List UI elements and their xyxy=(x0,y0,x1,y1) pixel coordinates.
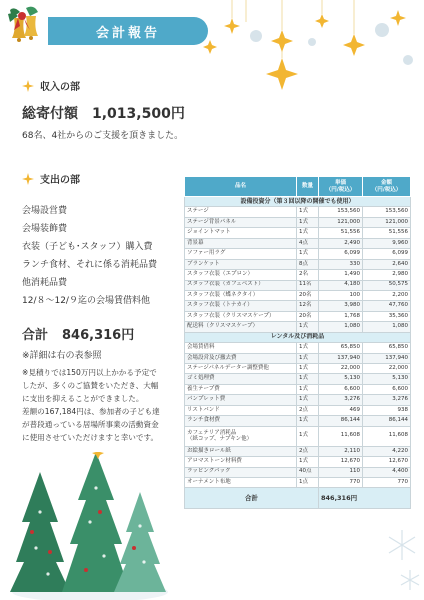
amount-cell: 2,980 xyxy=(363,270,411,280)
unit-price-cell: 4,180 xyxy=(319,280,363,290)
remark-line: に使用させていただけますと幸いです。 xyxy=(22,433,159,442)
item-name-cell: スタッフ衣装（蝶ネクタイ） xyxy=(185,290,297,300)
remark-line: に支出を抑えることができました。 xyxy=(22,394,144,403)
item-name-cell: ステージパネルデーター調整費他 xyxy=(185,364,297,374)
income-amount: 1,013,500円 xyxy=(92,106,185,122)
amount-cell: 4,220 xyxy=(363,446,411,456)
unit-price-cell: 100 xyxy=(319,290,363,300)
item-name-cell: ジョイントマット xyxy=(185,228,297,238)
quantity-cell: 1式 xyxy=(297,217,319,227)
col-header-unit-price xyxy=(319,177,363,197)
item-name-cell: 養生テープ費 xyxy=(185,384,297,394)
income-heading xyxy=(22,78,80,93)
table-row xyxy=(185,477,411,487)
table-row xyxy=(185,374,411,384)
table-row xyxy=(185,238,411,248)
amount-cell: 6,600 xyxy=(363,384,411,394)
unit-price-header-text: 単価 （円/税込） xyxy=(325,179,356,193)
table-row xyxy=(185,364,411,374)
unit-price-cell: 110 xyxy=(319,467,363,477)
item-name-cell: ブランケット xyxy=(185,259,297,269)
amount-cell: 11,608 xyxy=(363,426,411,446)
quantity-cell: 1式 xyxy=(297,374,319,384)
table-row xyxy=(185,228,411,238)
table-row xyxy=(185,322,411,332)
quantity-cell: 2名 xyxy=(297,270,319,280)
table-row xyxy=(185,280,411,290)
expense-heading xyxy=(22,171,80,186)
amount-cell: 770 xyxy=(363,477,411,487)
amount-cell: 2,640 xyxy=(363,259,411,269)
table-row xyxy=(185,249,411,259)
page-title: 会計報告 xyxy=(48,17,208,45)
unit-price-cell: 86,144 xyxy=(319,416,363,426)
income-total xyxy=(22,103,185,123)
unit-price-cell: 3,980 xyxy=(319,301,363,311)
amount-cell: 4,400 xyxy=(363,467,411,477)
quantity-cell: 4点 xyxy=(297,238,319,248)
table-row xyxy=(185,301,411,311)
expense-total-label: 合計 xyxy=(22,328,49,343)
expense-table xyxy=(184,176,411,509)
unit-price-cell: 1,080 xyxy=(319,322,363,332)
unit-price-cell: 330 xyxy=(319,259,363,269)
expense-item: 他消耗品費 xyxy=(22,278,68,288)
table-section-band xyxy=(185,332,411,342)
unit-price-cell: 12,670 xyxy=(319,457,363,467)
unit-price-cell: 6,600 xyxy=(319,384,363,394)
remark-line: したが、多くのご協賛をいただき、大幅 xyxy=(22,381,159,390)
quantity-cell: 1式 xyxy=(297,207,319,217)
detail-note: ※詳細は右の表参照 xyxy=(22,351,102,361)
quantity-cell: 1式 xyxy=(297,457,319,467)
christmas-bells-icon xyxy=(4,4,44,48)
expense-item: ランチ食材、それに係る消耗品費 xyxy=(22,260,158,270)
quantity-cell: 1式 xyxy=(297,228,319,238)
table-row xyxy=(185,384,411,394)
item-name-cell: ゴミ処理費 xyxy=(185,374,297,384)
amount-cell: 47,760 xyxy=(363,301,411,311)
item-name-cell: 背景幕 xyxy=(185,238,297,248)
item-name-cell: 配送料（クリスマスケープ） xyxy=(185,322,297,332)
quantity-cell: 20名 xyxy=(297,290,319,300)
item-name-cell: カフェテリア消耗品 （紙コップ、ナプキン他） xyxy=(185,426,297,446)
section-band-label: 設備投資分（第３回以降の開催でも使用） xyxy=(185,197,411,207)
unit-price-cell: 6,099 xyxy=(319,249,363,259)
expense-total xyxy=(22,324,134,343)
col-header-qty: 数量 xyxy=(297,177,319,197)
unit-price-cell: 65,850 xyxy=(319,343,363,353)
table-row xyxy=(185,467,411,477)
table-row xyxy=(185,343,411,353)
expense-heading-label: 支出の部 xyxy=(40,175,80,186)
quantity-cell: 1式 xyxy=(297,353,319,363)
item-name-cell: スタッフ衣装（トナカイ） xyxy=(185,301,297,311)
quantity-cell: 8点 xyxy=(297,259,319,269)
item-name-cell: ランチ食材費 xyxy=(185,416,297,426)
quantity-cell: 12名 xyxy=(297,301,319,311)
hanging-stars-decoration xyxy=(172,0,424,110)
quantity-cell: 1式 xyxy=(297,249,319,259)
quantity-cell: 1式 xyxy=(297,343,319,353)
item-name-cell: オーナメント布地 xyxy=(185,477,297,487)
unit-price-cell: 22,000 xyxy=(319,364,363,374)
amount-cell: 2,200 xyxy=(363,290,411,300)
table-row xyxy=(185,290,411,300)
table-row xyxy=(185,353,411,363)
unit-price-cell: 469 xyxy=(319,405,363,415)
item-name-cell: ステージ xyxy=(185,207,297,217)
table-row xyxy=(185,207,411,217)
table-row xyxy=(185,405,411,415)
unit-price-cell: 11,608 xyxy=(319,426,363,446)
amount-cell: 3,276 xyxy=(363,395,411,405)
unit-price-cell: 121,000 xyxy=(319,217,363,227)
quantity-cell: 40点 xyxy=(297,467,319,477)
remark-line: ※見積りでは150万円以上かかる予定で xyxy=(22,368,157,377)
income-note: 68名、4社からのご支援を頂きました。 xyxy=(22,131,184,141)
table-row xyxy=(185,416,411,426)
unit-price-cell: 2,490 xyxy=(319,238,363,248)
quantity-cell: 2点 xyxy=(297,405,319,415)
expense-total-amount: 846,316円 xyxy=(62,328,135,343)
unit-price-cell: 1,490 xyxy=(319,270,363,280)
item-name-cell: スタッフ衣装（エプロン） xyxy=(185,270,297,280)
item-name-cell: ソファー用ラグ xyxy=(185,249,297,259)
item-name-cell: スタッフ衣装（カフェベスト） xyxy=(185,280,297,290)
amount-cell: 938 xyxy=(363,405,411,415)
quantity-cell: 1式 xyxy=(297,426,319,446)
unit-price-cell: 3,276 xyxy=(319,395,363,405)
col-header-item: 品名 xyxy=(185,177,297,197)
item-name-cell: スタッフ衣装（クリスマスケープ） xyxy=(185,311,297,321)
amount-cell: 50,575 xyxy=(363,280,411,290)
expense-item: 会場装飾費 xyxy=(22,224,68,234)
unit-price-cell: 770 xyxy=(319,477,363,487)
amount-cell: 5,130 xyxy=(363,374,411,384)
expense-item: 会場設営費 xyxy=(22,206,68,216)
unit-price-cell: 137,940 xyxy=(319,353,363,363)
table-row xyxy=(185,457,411,467)
table-row xyxy=(185,311,411,321)
amount-cell: 35,360 xyxy=(363,311,411,321)
unit-price-cell: 5,130 xyxy=(319,374,363,384)
table-total-label: 合計 xyxy=(185,488,319,509)
table-total-row xyxy=(185,488,411,509)
quantity-cell: 1式 xyxy=(297,384,319,394)
col-header-amount xyxy=(363,177,411,197)
amount-cell: 153,560 xyxy=(363,207,411,217)
quantity-cell: 1式 xyxy=(297,395,319,405)
amount-cell: 1,080 xyxy=(363,322,411,332)
amount-cell: 65,850 xyxy=(363,343,411,353)
amount-cell: 22,000 xyxy=(363,364,411,374)
expense-table-body xyxy=(185,197,411,509)
sparkle-icon xyxy=(22,80,34,92)
table-row xyxy=(185,270,411,280)
table-row xyxy=(185,395,411,405)
item-name-cell: パンプレット費 xyxy=(185,395,297,405)
quantity-cell: 11名 xyxy=(297,280,319,290)
item-name-cell: ラッピングパック xyxy=(185,467,297,477)
table-row xyxy=(185,446,411,456)
christmas-trees-illustration xyxy=(10,452,170,600)
item-name-cell: アロマストーン材料費 xyxy=(185,457,297,467)
expense-item: 衣装（子ども･スタッフ）購入費 xyxy=(22,242,153,252)
amount-cell: 137,940 xyxy=(363,353,411,363)
amount-cell: 12,670 xyxy=(363,457,411,467)
remark-line: 差額の167,184円は、参加者の子ども達 xyxy=(22,407,160,416)
table-row xyxy=(185,259,411,269)
amount-cell: 121,000 xyxy=(363,217,411,227)
snowflake-decoration xyxy=(380,430,424,600)
amount-cell: 6,099 xyxy=(363,249,411,259)
income-heading-label: 収入の部 xyxy=(40,82,80,93)
quantity-cell: 1式 xyxy=(297,322,319,332)
income-label: 総寄付額 xyxy=(22,106,78,122)
table-row xyxy=(185,217,411,227)
quantity-cell: 2点 xyxy=(297,446,319,456)
amount-cell: 51,556 xyxy=(363,228,411,238)
unit-price-cell: 51,556 xyxy=(319,228,363,238)
remark-line: が普段通っている居場所事業の活動資金 xyxy=(22,420,159,429)
item-name-cell: リストバンド xyxy=(185,405,297,415)
quantity-cell: 1点 xyxy=(297,477,319,487)
unit-price-cell: 1,768 xyxy=(319,311,363,321)
quantity-cell: 20名 xyxy=(297,311,319,321)
table-row xyxy=(185,426,411,446)
table-total-amount: 846,316円 xyxy=(319,488,411,509)
item-name-cell: ステージ背景パネル xyxy=(185,217,297,227)
expense-item: 12/８〜12/９迄の会場賃借料他 xyxy=(22,296,150,306)
amount-cell: 9,960 xyxy=(363,238,411,248)
sparkle-icon xyxy=(22,173,34,185)
item-name-cell: お絵描きロール紙 xyxy=(185,446,297,456)
table-section-band xyxy=(185,197,411,207)
table-header-row xyxy=(185,177,411,197)
quantity-cell: 1式 xyxy=(297,364,319,374)
amount-cell: 86,144 xyxy=(363,416,411,426)
item-name-cell: 会場賃借料 xyxy=(185,343,297,353)
amount-header-text: 金額 （円/税込） xyxy=(371,179,402,193)
item-name-cell: 会場設営及び撤去費 xyxy=(185,353,297,363)
unit-price-cell: 2,110 xyxy=(319,446,363,456)
quantity-cell: 1式 xyxy=(297,416,319,426)
unit-price-cell: 153,560 xyxy=(319,207,363,217)
section-band-label: レンタル及び消耗品 xyxy=(185,332,411,342)
